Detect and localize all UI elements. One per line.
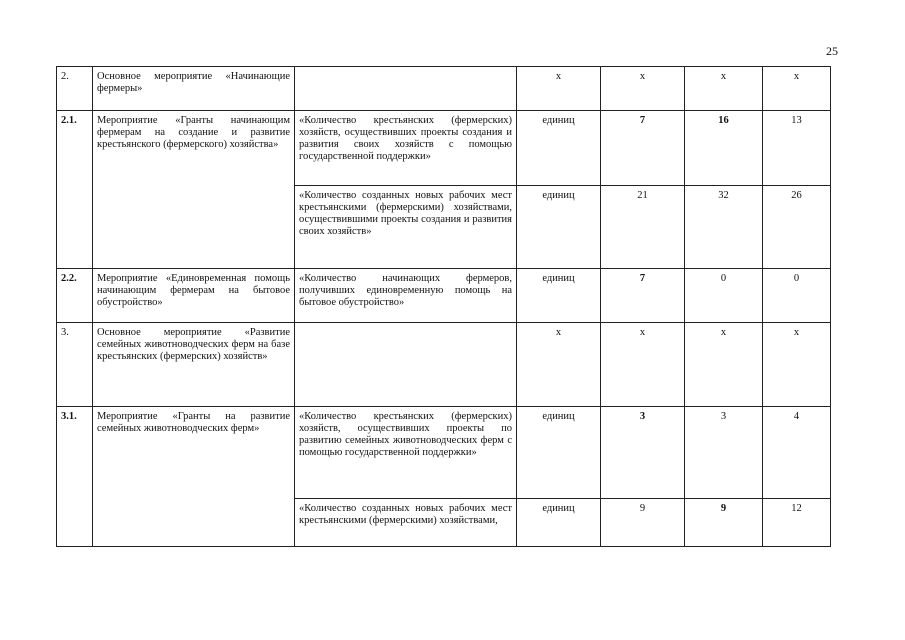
table-row <box>57 111 831 186</box>
table-row <box>57 407 831 499</box>
table-row <box>57 67 831 111</box>
value-year-1: 3 <box>601 407 685 499</box>
value-year-1: 21 <box>601 186 685 269</box>
unit-cell: х <box>517 67 601 111</box>
row-number: 3.1. <box>57 407 93 547</box>
row-number: 2.2. <box>57 269 93 323</box>
value-year-3: х <box>763 323 831 407</box>
activity-name: Мероприятие «Гранты на развитие семейных животноводческих ферм» <box>93 407 295 547</box>
value-year-2: 3 <box>685 407 763 499</box>
row-number: 3. <box>57 323 93 407</box>
value-year-3: х <box>763 67 831 111</box>
indicator-text <box>295 67 517 111</box>
value-year-3: 0 <box>763 269 831 323</box>
value-year-3: 26 <box>763 186 831 269</box>
indicator-text: «Количество начинающих фермеров, получивших единовременную помощь на бытовое обустройство» <box>295 269 517 323</box>
value-year-1: 9 <box>601 499 685 547</box>
unit-cell: единиц <box>517 499 601 547</box>
value-year-2: 32 <box>685 186 763 269</box>
indicator-cell <box>295 499 517 547</box>
value-year-1: 7 <box>601 269 685 323</box>
table-row <box>57 269 831 323</box>
value-year-1: х <box>601 323 685 407</box>
unit-cell: единиц <box>517 269 601 323</box>
value-year-3: 13 <box>763 111 831 186</box>
indicator-text: «Количество созданных новых рабочих мест крестьянскими (фермерскими) хозяйствами, <box>299 503 512 526</box>
row-number: 2.1. <box>57 111 93 269</box>
value-year-1: х <box>601 67 685 111</box>
activity-name: Основное мероприятие «Начинающие фермеры» <box>93 67 295 111</box>
value-year-2: 0 <box>685 269 763 323</box>
value-year-2: 9 <box>685 499 763 547</box>
activity-name: Мероприятие «Гранты начинающим фермерам на создание и развитие крестьянского (фермерского) хозяйства» <box>93 111 295 269</box>
unit-cell: единиц <box>517 111 601 186</box>
value-year-3: 4 <box>763 407 831 499</box>
value-year-3: 12 <box>763 499 831 547</box>
indicator-text: «Количество крестьянских (фермерских) хозяйств, осуществивших проекты создания и развития своих хозяйств с помощью государственной поддержки» <box>295 111 517 186</box>
indicators-table <box>56 66 831 547</box>
value-year-2: х <box>685 323 763 407</box>
page-number: 25 <box>826 44 838 58</box>
activity-name: Мероприятие «Единовременная помощь начинающим фермерам на бытовое обустройство» <box>93 269 295 323</box>
unit-cell: х <box>517 323 601 407</box>
indicator-text: «Количество созданных новых рабочих мест крестьянскими (фермерскими) хозяйствами, осуществившими проекты создания и развития своих хозяйств» <box>295 186 517 269</box>
value-year-2: х <box>685 67 763 111</box>
indicator-text <box>295 323 517 407</box>
unit-cell: единиц <box>517 186 601 269</box>
row-number: 2. <box>57 67 93 111</box>
activity-name: Основное мероприятие «Развитие семейных животноводческих ферм на базе крестьянских (фермерских) хозяйств» <box>93 323 295 407</box>
value-year-1: 7 <box>601 111 685 186</box>
indicator-text: «Количество крестьянских (фермерских) хозяйств, осуществивших проекты по развитию семейных животноводческих ферм с помощью государственной поддержки» <box>295 407 517 499</box>
value-year-2: 16 <box>685 111 763 186</box>
unit-cell: единиц <box>517 407 601 499</box>
table-row <box>57 323 831 407</box>
